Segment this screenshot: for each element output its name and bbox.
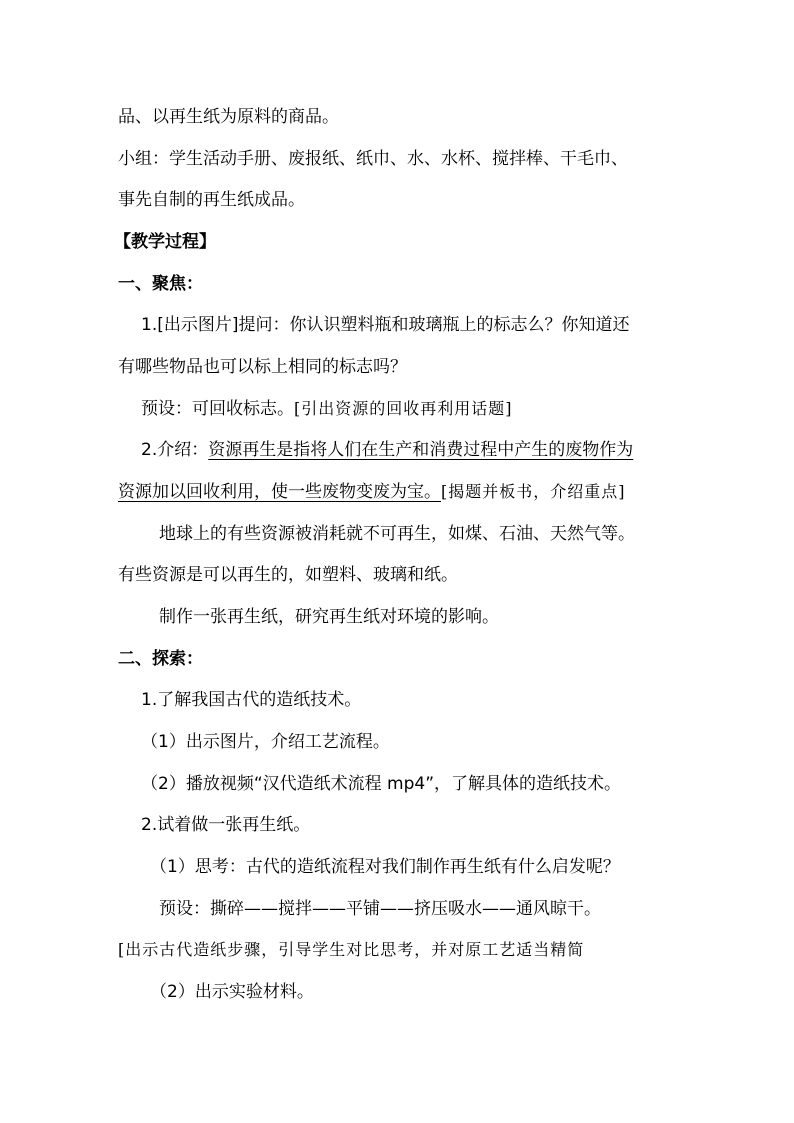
text-line	[141, 438, 633, 462]
text-line: 预设：撕碎——搅拌——平铺——挤压吸水——通风晾干。	[159, 899, 601, 919]
text-line	[141, 397, 513, 421]
section-heading: 【教学过程】	[114, 232, 216, 252]
section-heading: 二、探索：	[118, 649, 203, 669]
section-heading: 一、聚焦：	[118, 274, 203, 294]
underlined-definition: 资源加以回收利用，使一些废物变废为宝。	[118, 482, 441, 502]
text-line: 2.试着做一张再生纸。	[141, 815, 311, 835]
text-line: （2）播放视频“汉代造纸术流程 mp4”，了解具体的造纸技术。	[141, 774, 621, 794]
text-segment: 预设：可回收标志。	[141, 399, 294, 419]
teacher-note: [揭题并板书，介绍重点]	[441, 482, 626, 501]
text-line: 品、以再生纸为原料的商品。	[118, 107, 339, 127]
text-line: （1）出示图片，介绍工艺流程。	[141, 732, 390, 752]
text-line: 有哪些物品也可以标上相同的标志吗？	[118, 357, 407, 377]
text-line: 1.[出示图片]提问：你认识塑料瓶和玻璃瓶上的标志么？你知道还	[141, 315, 630, 335]
text-segment: 2.介绍：	[141, 440, 209, 460]
text-line: 地球上的有些资源被消耗就不可再生，如煤、石油、天然气等。	[159, 524, 635, 544]
text-line: 1.了解我国古代的造纸技术。	[141, 690, 362, 710]
text-line: （2）出示实验材料。	[150, 982, 314, 1002]
text-line: 小组：学生活动手册、废报纸、纸巾、水、水杯、搅拌棒、干毛巾、	[118, 149, 628, 169]
text-line: （1）思考：古代的造纸流程对我们制作再生纸有什么启发呢？	[150, 857, 620, 877]
text-line: 制作一张再生纸，研究再生纸对环境的影响。	[159, 607, 499, 627]
text-line: 有些资源是可以再生的，如塑料、玻璃和纸。	[118, 565, 458, 585]
underlined-definition: 资源再生是指将人们在生产和消费过程中产生的废物作为	[208, 440, 634, 460]
teacher-note: [引出资源的回收再利用话题]	[294, 399, 513, 418]
text-line	[118, 480, 626, 504]
text-line: 事先自制的再生纸成品。	[118, 190, 305, 210]
teacher-note: [出示古代造纸步骤，引导学生对比思考，并对原工艺适当精简	[118, 940, 585, 959]
